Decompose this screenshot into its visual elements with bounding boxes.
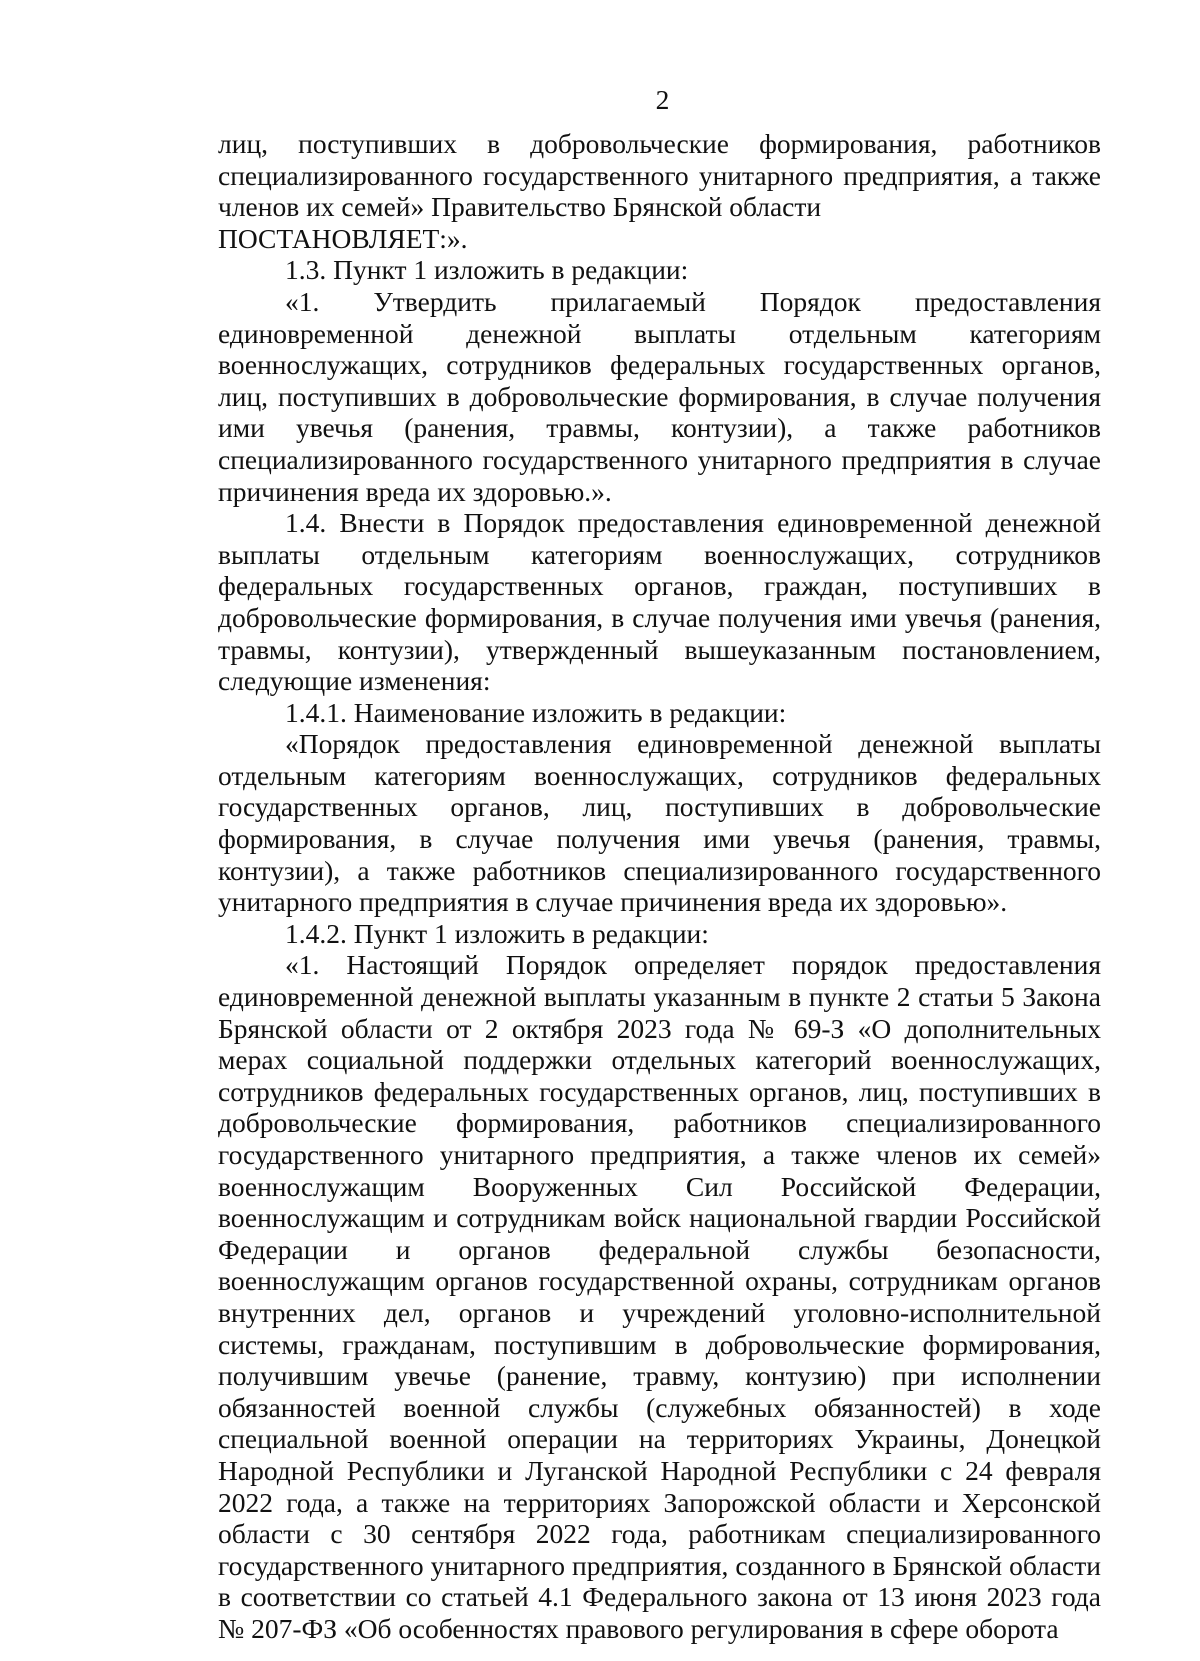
document-body: [218, 128, 1101, 1645]
paragraph-item-1-3: 1.3. Пункт 1 изложить в редакции:: [285, 254, 689, 286]
paragraph-item-1-3-text: «1. Утвердить прилагаемый Порядок предоставления единовременной денежной выплаты отдельным категориям военнослужащих, сотрудников федеральных государственных органов, лиц, поступивших в добровольческие формирования, в случае получения ими увечья (ранения, травмы, контузии), а также работников специализированного государственного унитарного предприятия в случае причинения вреда их здоровью.».: [218, 285, 1101, 507]
paragraph-item-1-4-1-text: «Порядок предоставления единовременной денежной выплаты отдельным категориям военнослужащих, сотрудников федеральных государственных органов, лиц, поступивших в добровольческие формирования, в случае получения ими увечья (ранения, травмы, контузии), а также работников специализированного государственного унитарного предприятия в случае причинения вреда их здоровью».: [218, 728, 1101, 918]
paragraph-item-1-4-1: 1.4.1. Наименование изложить в редакции:: [285, 696, 787, 728]
paragraph-resolves: ПОСТАНОВЛЯЕТ:».: [218, 222, 468, 254]
page-number: 2: [655, 84, 670, 115]
paragraph-item-1-4: 1.4. Внести в Порядок предоставления единовременной денежной выплаты отдельным категориям военнослужащих, сотрудников федеральных государственных органов, граждан, поступивших в добровольческие формирования, в случае получения ими увечья (ранения, травмы, контузии), утвержденный вышеуказанным постановлением, следующие изменения:: [218, 507, 1101, 697]
paragraph-preamble-continuation: лиц, поступивших в добровольческие формирования, работников специализированного государственного унитарного предприятия, а также членов их семей» Правительство Брянской области: [218, 128, 1101, 223]
paragraph-item-1-4-2: 1.4.2. Пункт 1 изложить в редакции:: [285, 917, 709, 949]
paragraph-item-1-4-2-text: «1. Настоящий Порядок определяет порядок предоставления единовременной денежной выплаты указанным в пункте 2 статьи 5 Закона Брянской области от 2 октября 2023 года № 69-З «О дополнительных мерах социальной поддержки отдельных категорий военнослужащих, сотрудников федеральных государственных органов, лиц, поступивших в добровольческие формирования, работников специализированного государственного унитарного предприятия, а также членов их семей» военнослужащим Вооруженных Сил Российской Федерации, военнослужащим и сотрудникам войск национальной гвардии Российской Федерации и органов федеральной службы безопасности, военнослужащим органов государственной охраны, сотрудникам органов внутренних дел, органов и учреждений уголовно-исполнительной системы, гражданам, поступившим в добровольческие формирования, получившим увечье (ранение, травму, контузию) при исполнении обязанностей военной службы (служебных обязанностей) в ходе специальной военной операции на территориях Украины, Донецкой Народной Республики и Луганской Народной Республики с 24 февраля 2022 года, а также на территориях Запорожской области и Херсонской области с 30 сентября 2022 года, работникам специализированного государственного унитарного предприятия, созданного в Брянской области в соответствии со статьей 4.1 Федерального закона от 13 июня 2023 года № 207-ФЗ «Об особенностях правового регулирования в сфере оборота: [218, 949, 1101, 1644]
